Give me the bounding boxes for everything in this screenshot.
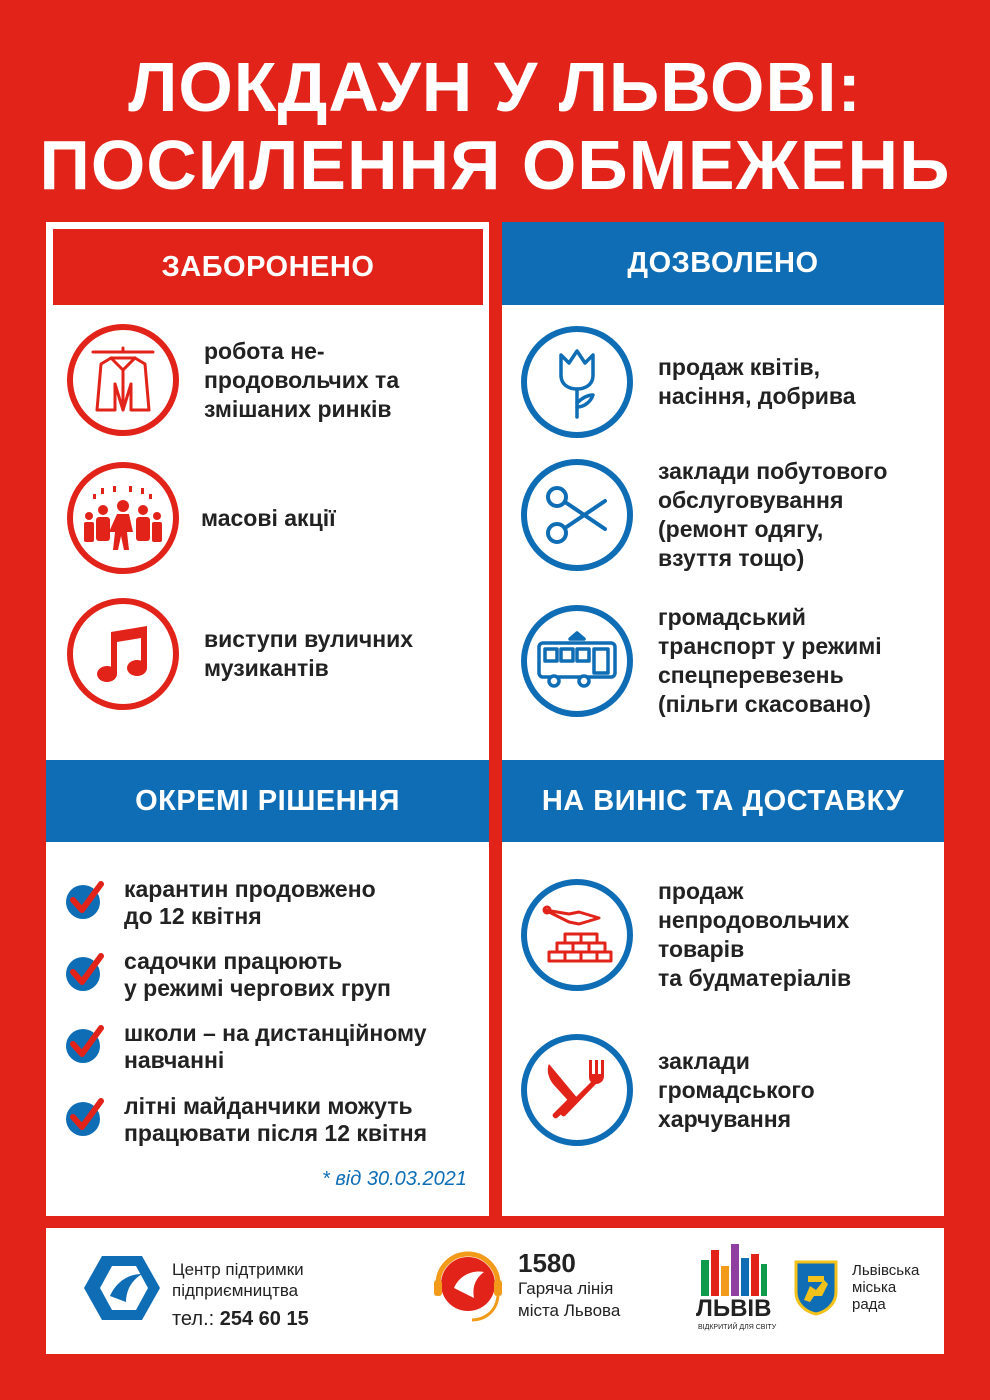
forbidden-item-markets [67,324,399,436]
forbidden-header: ЗАБОРОНЕНО [53,229,483,305]
lviv-city-logo-icon [697,1240,769,1300]
allowed-item-text: заклади побутового обслуговування (ремонт одягу, взуття тощо) [658,458,888,571]
title-line-2: ПОСИЛЕННЯ ОБМЕЖЕНЬ [39,126,951,204]
lviv-logo-tagline: ВІДКРИТИЙ ДЛЯ СВІТУ [698,1324,777,1331]
takeaway-item-text: продаж непродовольчих товарів та будматеріалів [658,878,852,991]
business-center-phone [172,1309,309,1330]
decision-text: карантин продовжено до 12 квітня [124,876,376,929]
checkmark-icon [64,1024,104,1064]
checkmark-icon [64,1097,104,1137]
allowed-item-services [521,457,887,573]
music-note-icon [67,598,179,710]
takeaway-item-materials [521,877,851,993]
decisions-header: ОКРЕМІ РІШЕННЯ [46,760,489,842]
takeaway-header: НА ВИНІС ТА ДОСТАВКУ [502,760,944,842]
decision-item [64,948,391,1002]
decision-item [64,876,376,930]
forbidden-item-text: виступи вуличних музикантів [204,626,414,681]
hotline-logo-icon [432,1244,504,1328]
knife-fork-icon [521,1034,633,1146]
forbidden-item-street-musicians [67,598,413,710]
decision-item [64,1093,427,1147]
title-line-1: ЛОКДАУН У ЛЬВОВІ: [128,48,862,126]
decision-text: школи – на дистанційному навчанні [124,1020,427,1073]
business-center-name: Центр підтримки підприємництва [172,1260,304,1300]
allowed-item-text: продаж квітів, насіння, добрива [658,354,856,409]
bus-icon [521,605,633,717]
footer [46,1228,944,1354]
decision-text: літні майданчики можуть працювати після 12 квітня [124,1093,428,1146]
lviv-logo-text: ЛЬВІВ [696,1295,772,1322]
allowed-item-flowers [521,326,856,438]
hotline-text: Гаряча лінія міста Львова [518,1279,621,1320]
bricks-trowel-icon [521,879,633,991]
phone-label: тел.: [172,1308,215,1330]
flower-icon [521,326,633,438]
forbidden-item-text: масові акції [201,504,336,531]
checkmark-icon [64,952,104,992]
decision-item [64,1020,427,1074]
allowed-header: ДОЗВОЛЕНО [502,222,944,305]
forbidden-item-text: робота не- продовольчих та змішаних ринків [204,337,400,422]
coat-of-arms-icon [794,1260,838,1316]
date-note: * від 30.03.2021 [322,1168,467,1190]
business-center-logo-icon [82,1252,162,1324]
forbidden-item-mass-events [67,462,336,574]
phone-number: 254 60 15 [219,1308,309,1330]
allowed-item-transport [521,603,882,719]
takeaway-item-catering [521,1034,815,1146]
city-council-name: Львівська міська рада [852,1262,920,1313]
scissors-icon [521,459,633,571]
page-title [0,48,990,204]
allowed-item-text: громадський транспорт у режимі спецперевезень (пільги скасовано) [658,604,882,717]
checkmark-icon [64,880,104,920]
decision-text: садочки працюють у режимі чергових груп [124,948,391,1001]
hotline-number: 1580 [518,1248,576,1278]
crowd-icon [67,462,179,574]
takeaway-item-text: заклади громадського харчування [658,1047,815,1132]
clothes-rack-icon [67,324,179,436]
